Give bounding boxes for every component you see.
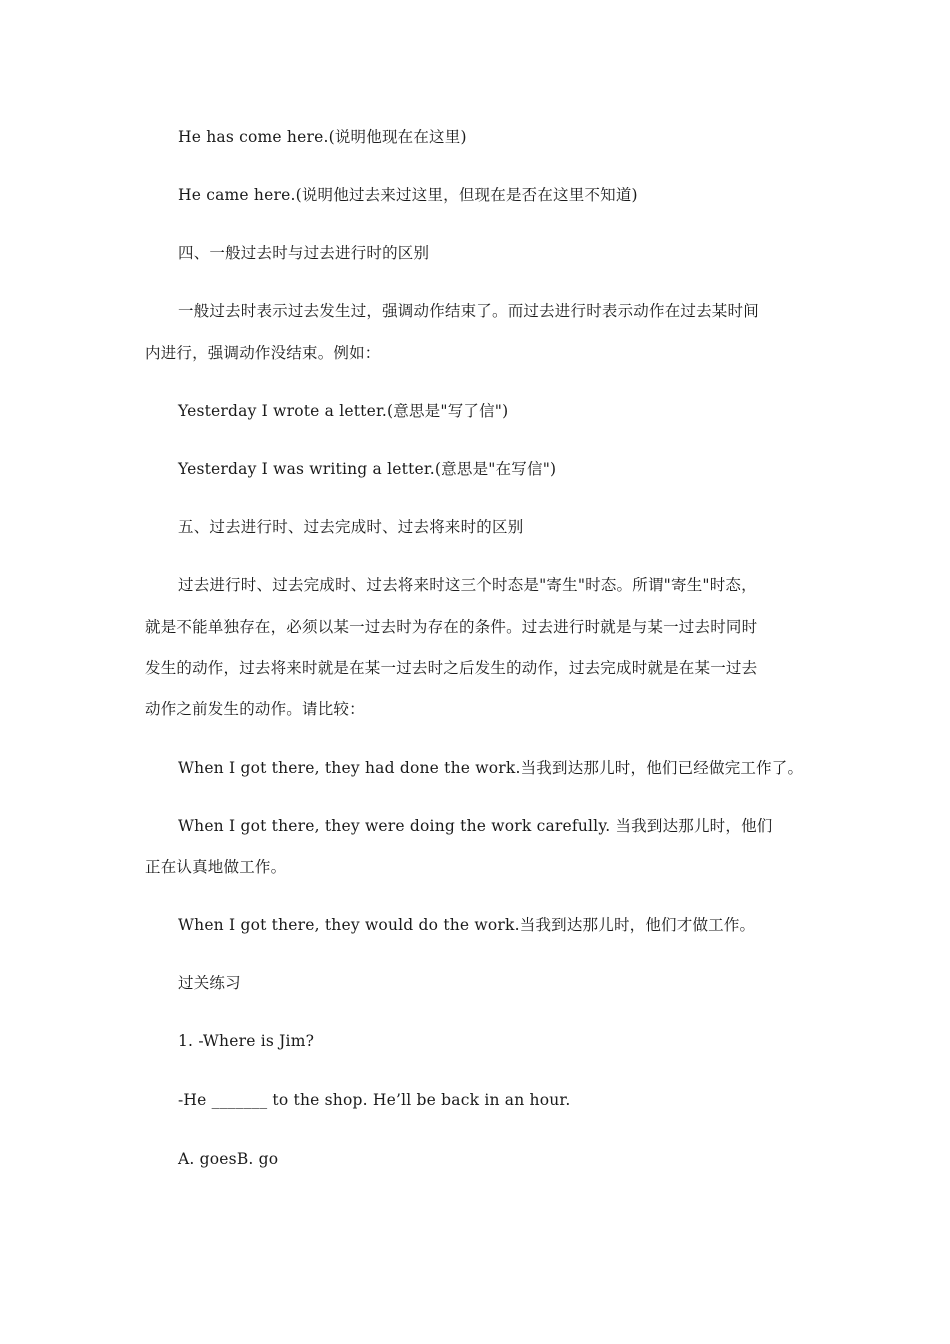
example-were-doing: When I got there, they were doing the work carefully. 当我到达那儿时，他们 (178, 817, 773, 835)
example-would-do: When I got there, they would do the work.当我到达那儿时，他们才做工作。 (178, 916, 756, 934)
paragraph-line: 就是不能单独存在，必须以某一过去时为存在的条件。过去进行时就是与某一过去时同时 (145, 618, 758, 636)
question-1-options: A. goesB. go (178, 1150, 279, 1168)
exercise-heading: 过关练习 (178, 974, 241, 992)
section-heading-4: 四、一般过去时与过去进行时的区别 (178, 244, 430, 262)
paragraph-line: 内进行，强调动作没结束。例如： (145, 344, 381, 362)
section-heading-5: 五、过去进行时、过去完成时、过去将来时的区别 (178, 518, 524, 536)
question-1-answer-line: -He _______ to the shop. He’ll be back in an hour. (178, 1091, 571, 1109)
example-were-doing-cont: 正在认真地做工作。 (145, 858, 287, 876)
example-wrote: Yesterday I wrote a letter.(意思是"写了信") (178, 402, 509, 420)
question-1: 1. -Where is Jim? (178, 1032, 315, 1050)
example-had-done: When I got there, they had done the work.当我到达那儿时，他们已经做完工作了。 (178, 759, 804, 777)
example-came: He came here.(说明他过去来过这里，但现在是否在这里不知道) (178, 186, 638, 204)
paragraph-line: 发生的动作，过去将来时就是在某一过去时之后发生的动作，过去完成时就是在某一过去 (145, 659, 758, 677)
paragraph-line: 过去进行时、过去完成时、过去将来时这三个时态是"寄生"时态。所谓"寄生"时态， (178, 576, 757, 594)
example-has-come: He has come here.(说明他现在在这里) (178, 128, 467, 146)
paragraph-line: 动作之前发生的动作。请比较： (145, 700, 365, 718)
example-was-writing: Yesterday I was writing a letter.(意思是"在写信") (178, 460, 557, 478)
paragraph-line: 一般过去时表示过去发生过，强调动作结束了。而过去进行时表示动作在过去某时间 (178, 302, 759, 320)
